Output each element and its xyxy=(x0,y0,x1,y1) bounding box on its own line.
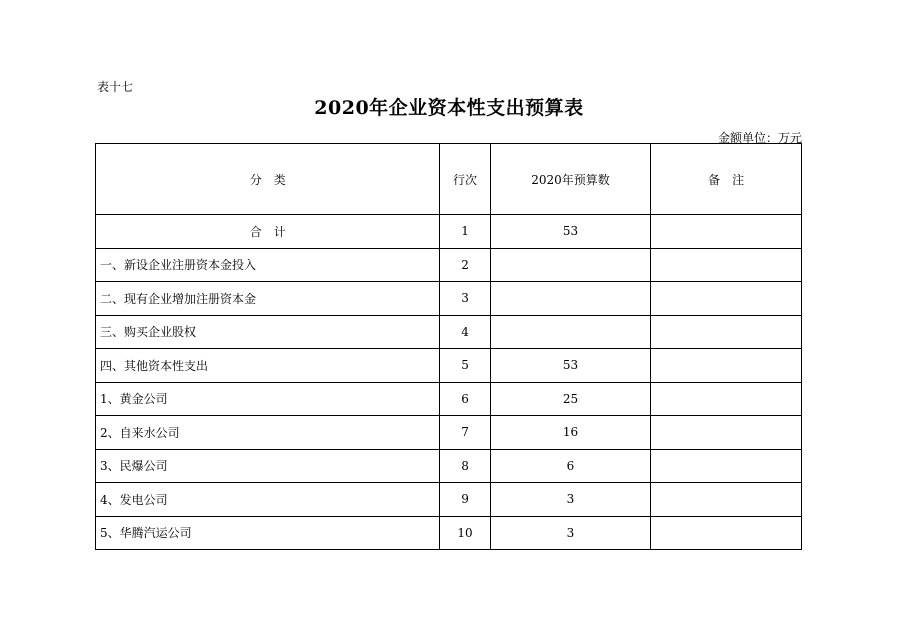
page-title: 2020年企业资本性支出预算表 xyxy=(314,97,584,119)
table-row xyxy=(96,449,802,483)
table-row xyxy=(96,516,802,550)
table-row xyxy=(96,282,802,316)
row-category: 2、自来水公司 xyxy=(96,416,440,450)
row-budget xyxy=(490,315,651,349)
budget-table xyxy=(95,143,802,550)
row-budget xyxy=(490,248,651,282)
row-number: 8 xyxy=(440,449,490,483)
table-row xyxy=(96,483,802,517)
row-number: 1 xyxy=(440,215,490,249)
row-number: 9 xyxy=(440,483,490,517)
row-number: 10 xyxy=(440,516,490,550)
row-note xyxy=(651,315,802,349)
table-row xyxy=(96,248,802,282)
row-number: 7 xyxy=(440,416,490,450)
row-number: 5 xyxy=(440,349,490,383)
row-note xyxy=(651,282,802,316)
row-category: 3、民爆公司 xyxy=(96,449,440,483)
row-category: 1、黄金公司 xyxy=(96,382,440,416)
table-row xyxy=(96,416,802,450)
row-category: 三、购买企业股权 xyxy=(96,315,440,349)
table-row xyxy=(96,382,802,416)
row-note xyxy=(651,483,802,517)
row-category: 二、现有企业增加注册资本金 xyxy=(96,282,440,316)
row-note xyxy=(651,215,802,249)
row-number: 3 xyxy=(440,282,490,316)
row-note xyxy=(651,449,802,483)
row-budget: 3 xyxy=(490,483,651,517)
row-budget: 53 xyxy=(490,349,651,383)
row-budget: 25 xyxy=(490,382,651,416)
header-note: 备 注 xyxy=(651,144,802,215)
table-header-row xyxy=(96,144,802,215)
row-budget: 3 xyxy=(490,516,651,550)
row-number: 6 xyxy=(440,382,490,416)
row-note xyxy=(651,349,802,383)
row-budget: 53 xyxy=(490,215,651,249)
table-row xyxy=(96,349,802,383)
table-row-total xyxy=(96,215,802,249)
row-budget: 16 xyxy=(490,416,651,450)
row-category: 合 计 xyxy=(96,215,440,249)
row-category: 一、新设企业注册资本金投入 xyxy=(96,248,440,282)
row-budget xyxy=(490,282,651,316)
row-budget: 6 xyxy=(490,449,651,483)
header-budget: 2020年预算数 xyxy=(490,144,651,215)
table-row xyxy=(96,315,802,349)
table-number-label: 表十七 xyxy=(97,80,134,94)
row-number: 4 xyxy=(440,315,490,349)
header-row-no: 行次 xyxy=(440,144,490,215)
row-note xyxy=(651,248,802,282)
row-note xyxy=(651,516,802,550)
row-category: 四、其他资本性支出 xyxy=(96,349,440,383)
row-category: 5、华腾汽运公司 xyxy=(96,516,440,550)
row-note xyxy=(651,416,802,450)
row-note xyxy=(651,382,802,416)
header-category: 分 类 xyxy=(96,144,440,215)
row-number: 2 xyxy=(440,248,490,282)
row-category: 4、发电公司 xyxy=(96,483,440,517)
unit-label: 金额单位：万元 xyxy=(717,131,802,145)
